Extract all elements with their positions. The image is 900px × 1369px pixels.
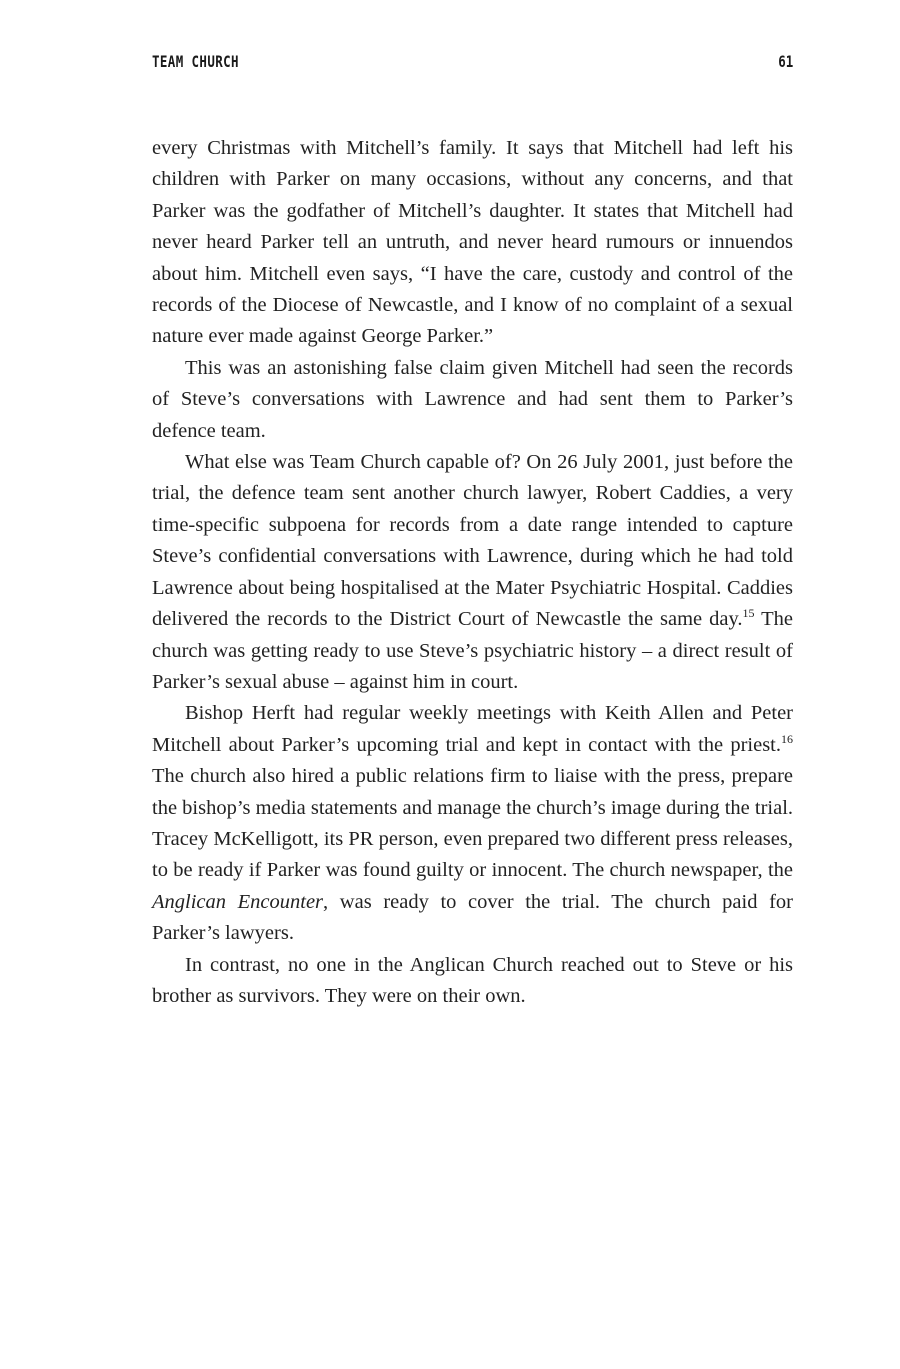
paragraph-3-tail: The church was getting ready to use Steve’s psychiatric history – a direct result of Parker’s sexual abuse – against him in court. [152, 608, 793, 693]
paragraph-4 [152, 698, 793, 949]
paragraph-4-text: Bishop Herft had regular weekly meetings with Keith Allen and Peter Mitchell about Parker’s upcoming trial and kept in contact with the priest. [152, 702, 793, 756]
newspaper-title: Anglican Encounter [152, 890, 324, 913]
paragraph-4-mid: The church also hired a public relations firm to liaise with the press, prepare the bishop’s media statements and manage the church’s image during the trial. Tracey McKelligott, its PR person, even prepared two different press releases, to be ready if Parker was found guilty or innocent. The church newspaper, the [152, 765, 794, 882]
paragraph-3 [152, 447, 793, 698]
paragraph-5: In contrast, no one in the Anglican Church reached out to Steve or his brother as survivors. They were on their own. [152, 953, 793, 1007]
footnote-ref-16[interactable]: 16 [781, 731, 793, 746]
footnote-ref-15[interactable]: 15 [742, 606, 755, 621]
body-text [152, 133, 793, 1012]
running-head [152, 52, 793, 78]
paragraph-3-text: What else was Team Church capable of? On 26 July 2001, just before the trial, the defence team sent another church lawyer, Robert Caddies, a very time-specific subpoena for records from a date range intended to capture Steve’s confidential conversations with Lawrence, during which he had told Lawrence about being hospitalised at the Mater Psychiatric Hospital. Caddies delivered the records to the District Court of Newcastle the same day. [152, 451, 793, 631]
paragraph-1: every Christmas with Mitchell’s family. It says that Mitchell had left his children with Parker on many occasions, without any concerns, and that Parker was the godfather of Mitchell’s daughter. It states that Mitchell had never heard Parker tell an untruth, and never heard rumours or innuendos about him. Mitchell even says, “I have the care, custody and control of the records of the Diocese of Newcastle, and I know of no complaint of a sexual nature ever made against George Parker.” [152, 137, 793, 348]
paragraph-2: This was an astonishing false claim given Mitchell had seen the records of Steve’s conversations with Lawrence and had sent them to Parker’s defence team. [152, 356, 793, 442]
running-title: TEAM CHURCH [152, 52, 239, 71]
paragraph-4-tail: , was ready to cover the trial. The church paid for Parker’s lawyers. [152, 890, 794, 945]
page-number: 61 [777, 52, 793, 71]
